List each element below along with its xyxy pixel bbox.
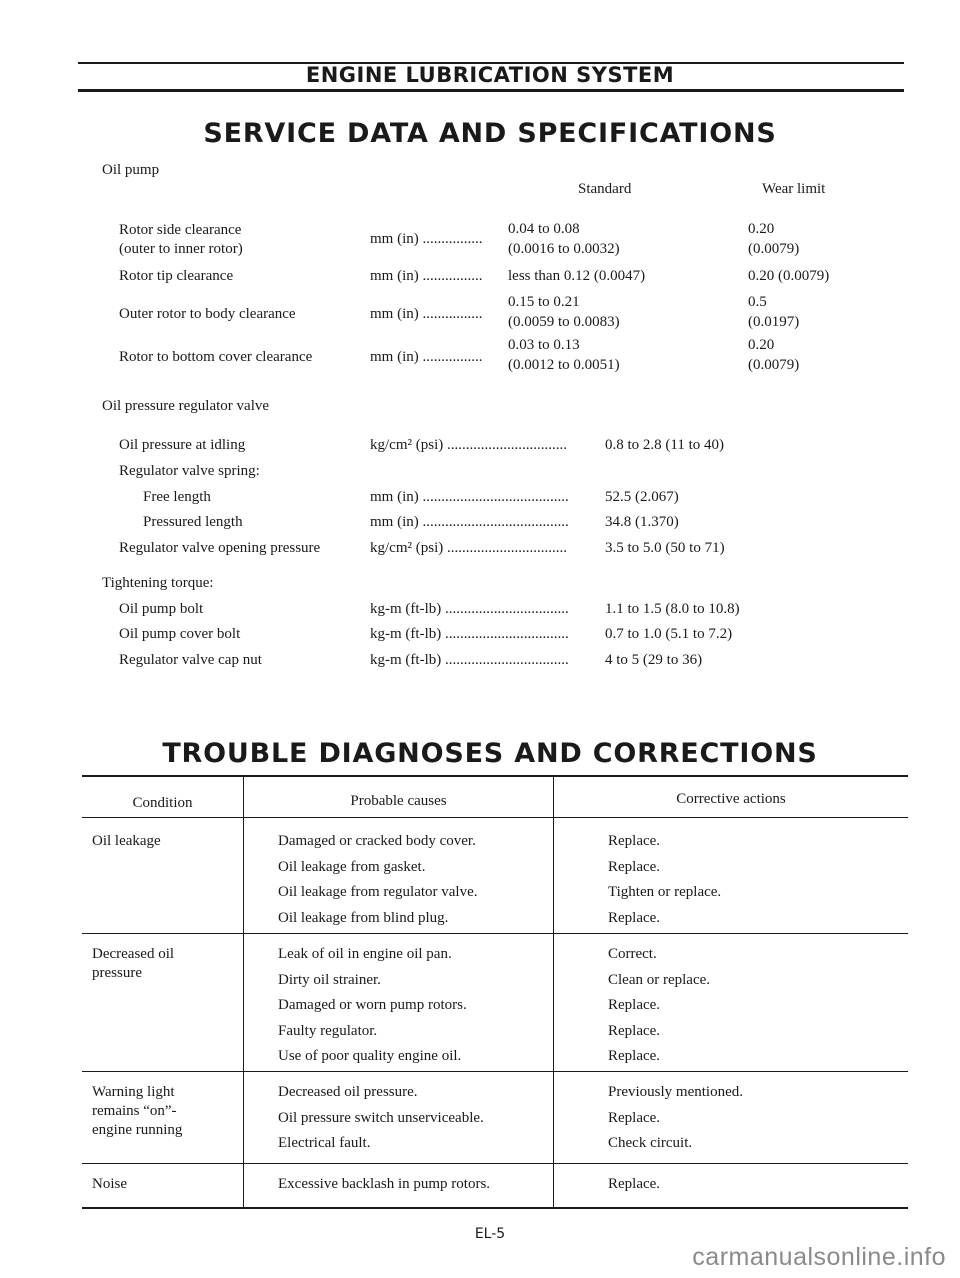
regulator-value: 52.5 (2.067) bbox=[605, 489, 679, 505]
page-number: EL-5 bbox=[474, 1226, 506, 1242]
torque-value: 4 to 5 (29 to 36) bbox=[605, 652, 703, 668]
cause-text: Oil leakage from regulator valve. bbox=[278, 884, 478, 900]
table-group-rule bbox=[82, 933, 908, 934]
condition-text: Oil leakage bbox=[92, 833, 161, 849]
cause-text: Excessive backlash in pump rotors. bbox=[278, 1176, 491, 1192]
action-text: Replace. bbox=[608, 1048, 661, 1064]
condition-text: Decreased oil bbox=[92, 946, 175, 962]
row-label: Outer rotor to body clearance bbox=[119, 306, 296, 322]
torque-value: 0.7 to 1.0 (5.1 to 7.2) bbox=[605, 626, 733, 642]
row-unit: mm (in) ................ bbox=[370, 306, 483, 322]
row-wear-limit: (0.0197) bbox=[748, 314, 800, 330]
torque-label: Oil pump cover bolt bbox=[119, 626, 241, 642]
row-standard: 0.04 to 0.08 bbox=[508, 221, 580, 237]
cause-text: Use of poor quality engine oil. bbox=[278, 1048, 462, 1064]
action-text: Replace. bbox=[608, 997, 661, 1013]
header-bottom-rule bbox=[78, 89, 904, 92]
cause-text: Oil leakage from gasket. bbox=[278, 858, 426, 875]
torque-heading: Tightening torque: bbox=[102, 575, 214, 591]
row-wear-limit: 0.5 bbox=[748, 294, 767, 310]
row-wear-limit: (0.0079) bbox=[748, 241, 800, 257]
action-text: Correct. bbox=[608, 946, 657, 962]
row-wear-limit: 0.20 (0.0079) bbox=[748, 268, 830, 284]
col-wear-limit: Wear limit bbox=[762, 181, 826, 197]
regulator-value: 0.8 to 2.8 (11 to 40) bbox=[605, 437, 725, 453]
action-text: Check circuit. bbox=[608, 1135, 693, 1151]
torque-label: Regulator valve cap nut bbox=[119, 652, 262, 668]
action-text: Replace. bbox=[608, 1176, 661, 1192]
row-wear-limit: (0.0079) bbox=[748, 357, 800, 373]
regulator-label: Oil pressure at idling bbox=[119, 437, 246, 453]
row-wear-limit: 0.20 bbox=[748, 337, 775, 353]
torque-unit: kg-m (ft-lb) ................................. bbox=[370, 601, 569, 617]
section-title: ENGINE LUBRICATION SYSTEM bbox=[305, 63, 675, 87]
cause-text: Dirty oil strainer. bbox=[278, 971, 381, 988]
cause-text: Oil pressure switch unserviceable. bbox=[278, 1109, 484, 1126]
action-text: Replace. bbox=[608, 1022, 661, 1039]
trouble-title: TROUBLE DIAGNOSES AND CORRECTIONS bbox=[162, 738, 818, 769]
row-standard: (0.0012 to 0.0051) bbox=[508, 357, 620, 373]
row-label: Rotor to bottom cover clearance bbox=[119, 349, 313, 365]
regulator-label: Regulator valve opening pressure bbox=[119, 540, 321, 556]
torque-value: 1.1 to 1.5 (8.0 to 10.8) bbox=[605, 601, 740, 617]
condition-text: engine running bbox=[92, 1122, 183, 1138]
condition-text: remains “on”- bbox=[92, 1103, 177, 1119]
watermark: carmanualsonline.info bbox=[692, 1243, 946, 1271]
row-standard: 0.03 to 0.13 bbox=[508, 337, 580, 353]
table-top-rule bbox=[82, 775, 908, 777]
table-column-divider bbox=[243, 776, 244, 1208]
row-unit: mm (in) ................ bbox=[370, 231, 483, 247]
cause-text: Leak of oil in engine oil pan. bbox=[278, 946, 452, 962]
cause-text: Oil leakage from blind plug. bbox=[278, 909, 449, 926]
row-standard: less than 0.12 (0.0047) bbox=[508, 268, 646, 284]
regulator-unit: kg/cm² (psi) ................................ bbox=[370, 540, 567, 556]
row-label: Rotor tip clearance bbox=[119, 268, 234, 284]
cause-text: Electrical fault. bbox=[278, 1135, 371, 1151]
regulator-heading: Oil pressure regulator valve bbox=[102, 398, 270, 414]
action-text: Clean or replace. bbox=[608, 971, 711, 988]
action-text: Tighten or replace. bbox=[608, 884, 722, 900]
torque-unit: kg-m (ft-lb) ................................. bbox=[370, 652, 569, 668]
row-unit: mm (in) ................ bbox=[370, 268, 483, 284]
condition-text: pressure bbox=[92, 965, 142, 981]
header-corrective-actions: Corrective actions bbox=[676, 791, 786, 807]
header-probable-causes: Probable causes bbox=[350, 793, 447, 809]
action-text: Previously mentioned. bbox=[608, 1084, 743, 1100]
regulator-unit: mm (in) ....................................... bbox=[370, 489, 569, 505]
regulator-value: 3.5 to 5.0 (50 to 71) bbox=[605, 540, 725, 556]
torque-label: Oil pump bolt bbox=[119, 601, 204, 617]
table-column-divider bbox=[553, 776, 554, 1208]
cause-text: Faulty regulator. bbox=[278, 1022, 378, 1039]
cause-text: Decreased oil pressure. bbox=[278, 1084, 418, 1100]
table-group-rule bbox=[82, 1163, 908, 1164]
oil-pump-heading: Oil pump bbox=[102, 162, 160, 178]
action-text: Replace. bbox=[608, 1109, 661, 1126]
header-condition: Condition bbox=[132, 795, 193, 811]
action-text: Replace. bbox=[608, 858, 661, 875]
regulator-label: Regulator valve spring: bbox=[119, 463, 260, 479]
table-header-rule bbox=[82, 817, 908, 818]
row-standard: 0.15 to 0.21 bbox=[508, 294, 580, 310]
row-wear-limit: 0.20 bbox=[748, 221, 775, 237]
row-unit: mm (in) ................ bbox=[370, 349, 483, 365]
row-standard: (0.0059 to 0.0083) bbox=[508, 314, 620, 330]
table-bottom-rule bbox=[82, 1207, 908, 1209]
col-standard: Standard bbox=[578, 181, 632, 197]
table-group-rule bbox=[82, 1071, 908, 1072]
cause-text: Damaged or cracked body cover. bbox=[278, 833, 476, 849]
regulator-label: Pressured length bbox=[143, 514, 243, 530]
regulator-value: 34.8 (1.370) bbox=[605, 514, 679, 530]
cause-text: Damaged or worn pump rotors. bbox=[278, 997, 467, 1013]
torque-unit: kg-m (ft-lb) ................................. bbox=[370, 626, 569, 642]
action-text: Replace. bbox=[608, 909, 661, 926]
regulator-label: Free length bbox=[143, 489, 211, 505]
condition-text: Noise bbox=[92, 1176, 127, 1192]
regulator-unit: kg/cm² (psi) ................................ bbox=[370, 437, 567, 453]
action-text: Replace. bbox=[608, 833, 661, 849]
regulator-unit: mm (in) ....................................... bbox=[370, 514, 569, 530]
row-label: (outer to inner rotor) bbox=[119, 241, 243, 257]
service-data-title: SERVICE DATA AND SPECIFICATIONS bbox=[203, 118, 777, 149]
condition-text: Warning light bbox=[92, 1084, 175, 1100]
row-standard: (0.0016 to 0.0032) bbox=[508, 241, 620, 257]
row-label: Rotor side clearance bbox=[119, 222, 242, 238]
